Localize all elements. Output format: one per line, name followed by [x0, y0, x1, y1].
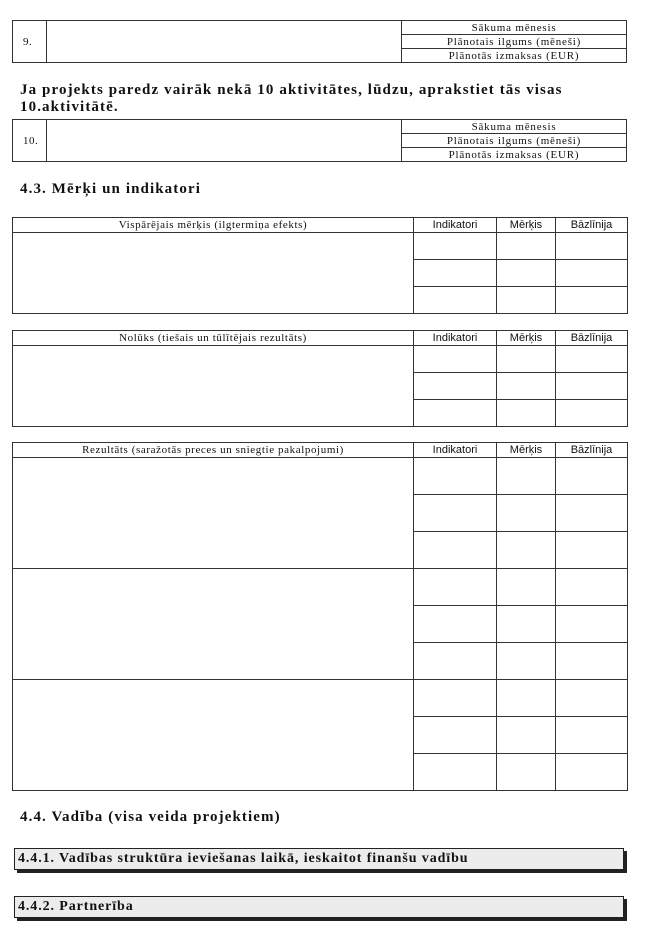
- target-cell[interactable]: [497, 260, 556, 287]
- table-title: Rezultāts (saražotās preces un sniegtie pakalpojumi): [13, 443, 414, 458]
- indicator-cell[interactable]: [414, 606, 497, 643]
- activity-description-cell[interactable]: [47, 120, 402, 162]
- description-cell[interactable]: [13, 680, 414, 791]
- indicator-cell[interactable]: [414, 287, 497, 314]
- objectives-table-overall: [12, 217, 628, 314]
- indicator-cell[interactable]: [414, 233, 497, 260]
- duration-label: Plānotais ilgums (mēneši): [402, 134, 627, 148]
- description-cell[interactable]: [13, 346, 414, 427]
- duration-label: Plānotais ilgums (mēneši): [402, 35, 627, 49]
- target-cell[interactable]: [497, 569, 556, 606]
- target-cell[interactable]: [497, 680, 556, 717]
- indicator-cell[interactable]: [414, 400, 497, 427]
- cost-label: Plānotās izmaksas (EUR): [402, 49, 627, 63]
- section-box-4-4-1: 4.4.1. Vadības struktūra ieviešanas laikā, ieskaitot finanšu vadību: [14, 848, 624, 870]
- indicator-cell[interactable]: [414, 495, 497, 532]
- baseline-cell[interactable]: [556, 495, 628, 532]
- indicator-cell[interactable]: [414, 458, 497, 495]
- indicators-header: Indikatori: [414, 331, 497, 346]
- section-box-4-4-2: 4.4.2. Partnerība: [14, 896, 624, 918]
- target-header: Mērķis: [497, 218, 556, 233]
- objectives-table-results: [12, 442, 628, 791]
- activity-number: 10.: [13, 120, 47, 162]
- target-cell[interactable]: [497, 606, 556, 643]
- target-cell[interactable]: [497, 495, 556, 532]
- section-heading-4-4: 4.4. Vadība (visa veida projektiem): [20, 809, 281, 825]
- activities-note: Ja projekts paredz vairāk nekā 10 aktivitātes, lūdzu, aprakstiet tās visas 10.aktivitātē.: [20, 82, 563, 115]
- section-heading-4-3: 4.3. Mērķi un indikatori: [20, 181, 201, 197]
- baseline-cell[interactable]: [556, 532, 628, 569]
- start-month-label: Sākuma mēnesis: [402, 120, 627, 134]
- indicators-header: Indikatori: [414, 443, 497, 458]
- baseline-header: Bāzlīnija: [556, 331, 628, 346]
- objectives-table-purpose: [12, 330, 628, 427]
- activity-description-cell[interactable]: [47, 21, 402, 63]
- baseline-cell[interactable]: [556, 569, 628, 606]
- table-title: Vispārējais mērķis (ilgtermiņa efekts): [13, 218, 414, 233]
- target-cell[interactable]: [497, 287, 556, 314]
- start-month-label: Sākuma mēnesis: [402, 21, 627, 35]
- baseline-cell[interactable]: [556, 680, 628, 717]
- activity-table-9: [12, 20, 627, 63]
- description-cell[interactable]: [13, 233, 414, 314]
- target-cell[interactable]: [497, 346, 556, 373]
- baseline-cell[interactable]: [556, 287, 628, 314]
- indicator-cell[interactable]: [414, 569, 497, 606]
- indicators-header: Indikatori: [414, 218, 497, 233]
- baseline-cell[interactable]: [556, 400, 628, 427]
- target-cell[interactable]: [497, 400, 556, 427]
- activity-table-10: [12, 119, 627, 162]
- description-cell[interactable]: [13, 569, 414, 680]
- indicator-cell[interactable]: [414, 532, 497, 569]
- indicator-cell[interactable]: [414, 680, 497, 717]
- baseline-cell[interactable]: [556, 754, 628, 791]
- baseline-header: Bāzlīnija: [556, 443, 628, 458]
- baseline-cell[interactable]: [556, 346, 628, 373]
- cost-label: Plānotās izmaksas (EUR): [402, 148, 627, 162]
- target-header: Mērķis: [497, 443, 556, 458]
- indicator-cell[interactable]: [414, 717, 497, 754]
- baseline-cell[interactable]: [556, 606, 628, 643]
- indicator-cell[interactable]: [414, 260, 497, 287]
- target-cell[interactable]: [497, 458, 556, 495]
- indicator-cell[interactable]: [414, 373, 497, 400]
- target-cell[interactable]: [497, 754, 556, 791]
- baseline-cell[interactable]: [556, 260, 628, 287]
- indicator-cell[interactable]: [414, 346, 497, 373]
- target-cell[interactable]: [497, 233, 556, 260]
- baseline-cell[interactable]: [556, 233, 628, 260]
- target-cell[interactable]: [497, 532, 556, 569]
- target-cell[interactable]: [497, 643, 556, 680]
- table-title: Nolūks (tiešais un tūlītējais rezultāts): [13, 331, 414, 346]
- baseline-cell[interactable]: [556, 643, 628, 680]
- target-header: Mērķis: [497, 331, 556, 346]
- indicator-cell[interactable]: [414, 643, 497, 680]
- activity-number: 9.: [13, 21, 47, 63]
- baseline-header: Bāzlīnija: [556, 218, 628, 233]
- baseline-cell[interactable]: [556, 717, 628, 754]
- baseline-cell[interactable]: [556, 458, 628, 495]
- indicator-cell[interactable]: [414, 754, 497, 791]
- target-cell[interactable]: [497, 717, 556, 754]
- target-cell[interactable]: [497, 373, 556, 400]
- baseline-cell[interactable]: [556, 373, 628, 400]
- description-cell[interactable]: [13, 458, 414, 569]
